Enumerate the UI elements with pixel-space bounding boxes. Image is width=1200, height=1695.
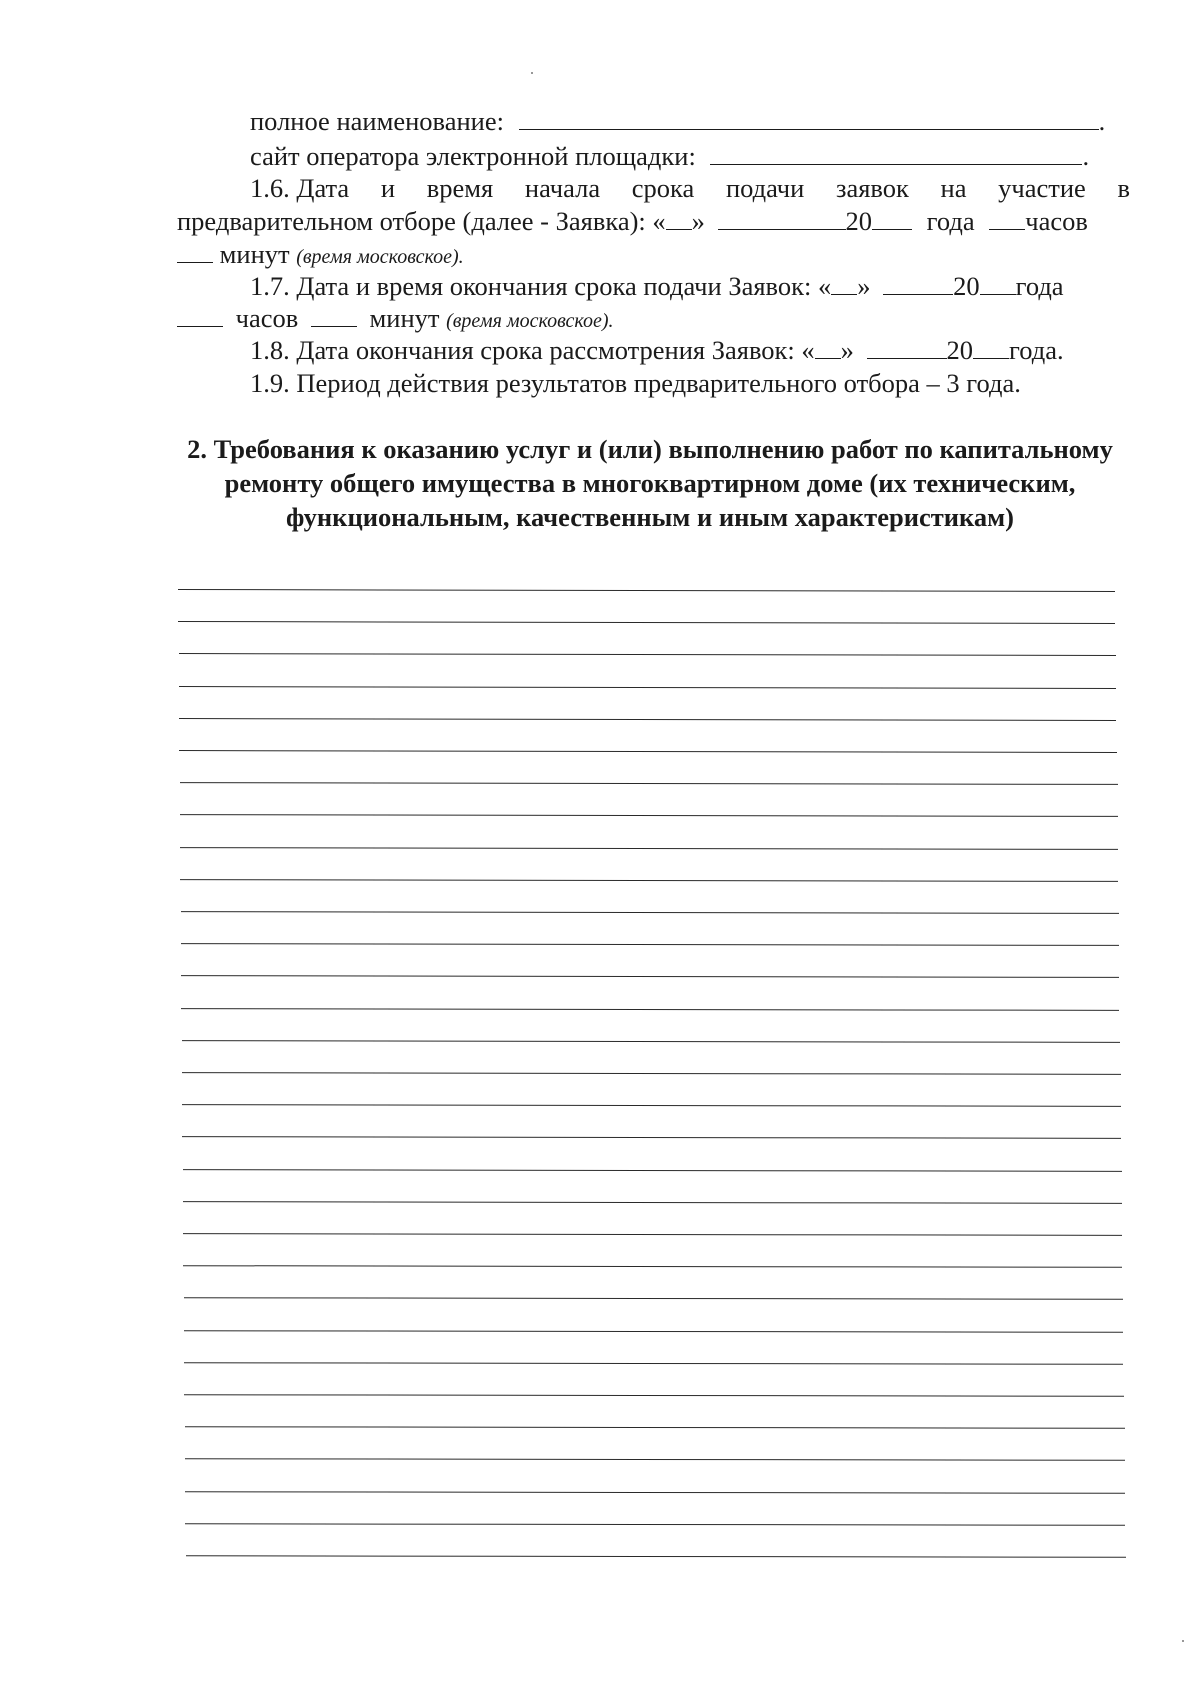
item-1-6-year-label: года bbox=[926, 206, 975, 236]
item-1-7-year-blank[interactable] bbox=[980, 270, 1016, 295]
item-1-9-line bbox=[250, 367, 1021, 399]
writing-line[interactable] bbox=[180, 911, 1118, 914]
full-name-blank[interactable] bbox=[519, 105, 1099, 130]
item-1-8-day-blank[interactable] bbox=[815, 334, 841, 359]
site-line bbox=[250, 140, 1089, 172]
writing-line[interactable] bbox=[183, 1298, 1122, 1301]
item-1-6-day-blank[interactable] bbox=[666, 205, 692, 230]
item-1-8-year-label: года. bbox=[1009, 335, 1064, 365]
item-1-6-quote-close: » bbox=[691, 206, 705, 236]
writing-line[interactable] bbox=[181, 1008, 1119, 1011]
item-1-6-hours-blank[interactable] bbox=[989, 205, 1025, 230]
item-1-6-line-2 bbox=[177, 205, 1130, 237]
item-1-6-word: на bbox=[940, 173, 967, 203]
writing-line[interactable] bbox=[183, 1233, 1122, 1236]
writing-line[interactable] bbox=[185, 1523, 1125, 1525]
item-1-6-minutes-blank[interactable] bbox=[177, 238, 213, 263]
writing-line[interactable] bbox=[182, 1169, 1121, 1172]
item-1-6-line-1 bbox=[250, 172, 1130, 204]
item-1-6-text: предварительном отборе (далее - Заявка): « bbox=[177, 206, 666, 236]
writing-line[interactable] bbox=[185, 1491, 1125, 1494]
item-1-6-minutes-label: минут bbox=[219, 239, 290, 269]
writing-line[interactable] bbox=[179, 782, 1117, 785]
item-1-7-hours-label: часов bbox=[235, 303, 299, 333]
full-name-end: . bbox=[1098, 106, 1106, 136]
writing-line[interactable] bbox=[180, 814, 1118, 817]
writing-line[interactable] bbox=[183, 1201, 1122, 1204]
item-1-6-word: и bbox=[380, 173, 396, 203]
item-1-8-year-blank[interactable] bbox=[973, 334, 1009, 359]
writing-line[interactable] bbox=[181, 943, 1119, 946]
writing-line[interactable] bbox=[181, 976, 1119, 979]
item-1-6-word: срока bbox=[631, 173, 695, 203]
item-1-6-year-blank[interactable] bbox=[872, 205, 912, 230]
site-end: . bbox=[1082, 141, 1090, 171]
item-1-7-timezone-note: (время московское). bbox=[446, 310, 614, 332]
item-1-7-minutes-label: минут bbox=[369, 303, 440, 333]
writing-line[interactable] bbox=[183, 1265, 1122, 1268]
writing-line[interactable] bbox=[181, 1040, 1119, 1043]
item-1-6-hours-label: часов bbox=[1025, 206, 1088, 236]
item-1-6-word: заявок bbox=[835, 173, 909, 203]
item-1-6-word: 1.6. Дата bbox=[250, 173, 350, 203]
writing-line[interactable] bbox=[178, 653, 1115, 656]
item-1-8-quote-close: » bbox=[840, 335, 854, 365]
item-1-6-year-prefix: 20 bbox=[845, 206, 873, 236]
item-1-8-text: 1.8. Дата окончания срока рассмотрения Заявок: « bbox=[250, 335, 815, 365]
item-1-7-text: 1.7. Дата и время окончания срока подачи Заявок: « bbox=[250, 271, 832, 301]
writing-line[interactable] bbox=[178, 621, 1115, 624]
item-1-6-word: начала bbox=[524, 173, 601, 203]
item-1-6-word: подачи bbox=[725, 173, 805, 203]
item-1-8-month-blank[interactable] bbox=[867, 334, 947, 359]
item-1-7-quote-close: » bbox=[857, 271, 871, 301]
writing-line[interactable] bbox=[182, 1137, 1121, 1140]
full-name-line bbox=[250, 105, 1105, 137]
item-1-9-text: 1.9. Период действия результатов предварительного отбора – 3 года. bbox=[250, 368, 1021, 398]
item-1-7-year-prefix: 20 bbox=[953, 271, 980, 301]
writing-line[interactable] bbox=[178, 589, 1115, 592]
item-1-7-line-1 bbox=[250, 270, 1064, 302]
writing-line[interactable] bbox=[179, 750, 1117, 753]
writing-line[interactable] bbox=[185, 1555, 1125, 1557]
item-1-6-timezone-note: (время московское). bbox=[296, 246, 464, 268]
writing-line[interactable] bbox=[179, 718, 1116, 721]
item-1-6-word: в bbox=[1117, 173, 1130, 203]
writing-line[interactable] bbox=[182, 1072, 1121, 1075]
writing-line[interactable] bbox=[180, 879, 1118, 882]
full-name-label: полное наименование: bbox=[250, 106, 504, 136]
item-1-7-hours-blank[interactable] bbox=[177, 302, 223, 327]
item-1-7-month-blank[interactable] bbox=[883, 270, 953, 295]
item-1-7-year-label: года bbox=[1015, 271, 1064, 301]
item-1-6-word: время bbox=[426, 173, 494, 203]
item-1-7-minutes-blank[interactable] bbox=[311, 302, 357, 327]
item-1-6-month-blank[interactable] bbox=[718, 205, 846, 230]
writing-line[interactable] bbox=[182, 1104, 1121, 1107]
site-blank[interactable] bbox=[710, 140, 1082, 165]
scan-speck bbox=[1182, 1640, 1184, 1642]
item-1-6-word: участие bbox=[998, 173, 1086, 203]
item-1-7-day-blank[interactable] bbox=[831, 270, 857, 295]
item-1-7-line-2 bbox=[177, 302, 614, 337]
item-1-6-line-3 bbox=[177, 238, 464, 273]
writing-line[interactable] bbox=[180, 847, 1118, 850]
item-1-8-line bbox=[250, 334, 1064, 366]
site-label: сайт оператора электронной площадки: bbox=[250, 141, 696, 171]
writing-line[interactable] bbox=[184, 1426, 1124, 1429]
item-1-8-year-prefix: 20 bbox=[946, 335, 974, 365]
writing-line[interactable] bbox=[184, 1362, 1123, 1365]
writing-line[interactable] bbox=[184, 1330, 1123, 1333]
writing-line[interactable] bbox=[184, 1394, 1124, 1397]
writing-line[interactable] bbox=[179, 686, 1116, 689]
section-2-heading: 2. Требования к оказанию услуг и (или) выполнению работ по капитальному ремонту общего имущества в многоквартирном доме (их техническим, функциональным, качественным и иным характеристикам) bbox=[187, 434, 1113, 532]
scan-speck bbox=[531, 72, 533, 74]
writing-line[interactable] bbox=[185, 1459, 1125, 1462]
